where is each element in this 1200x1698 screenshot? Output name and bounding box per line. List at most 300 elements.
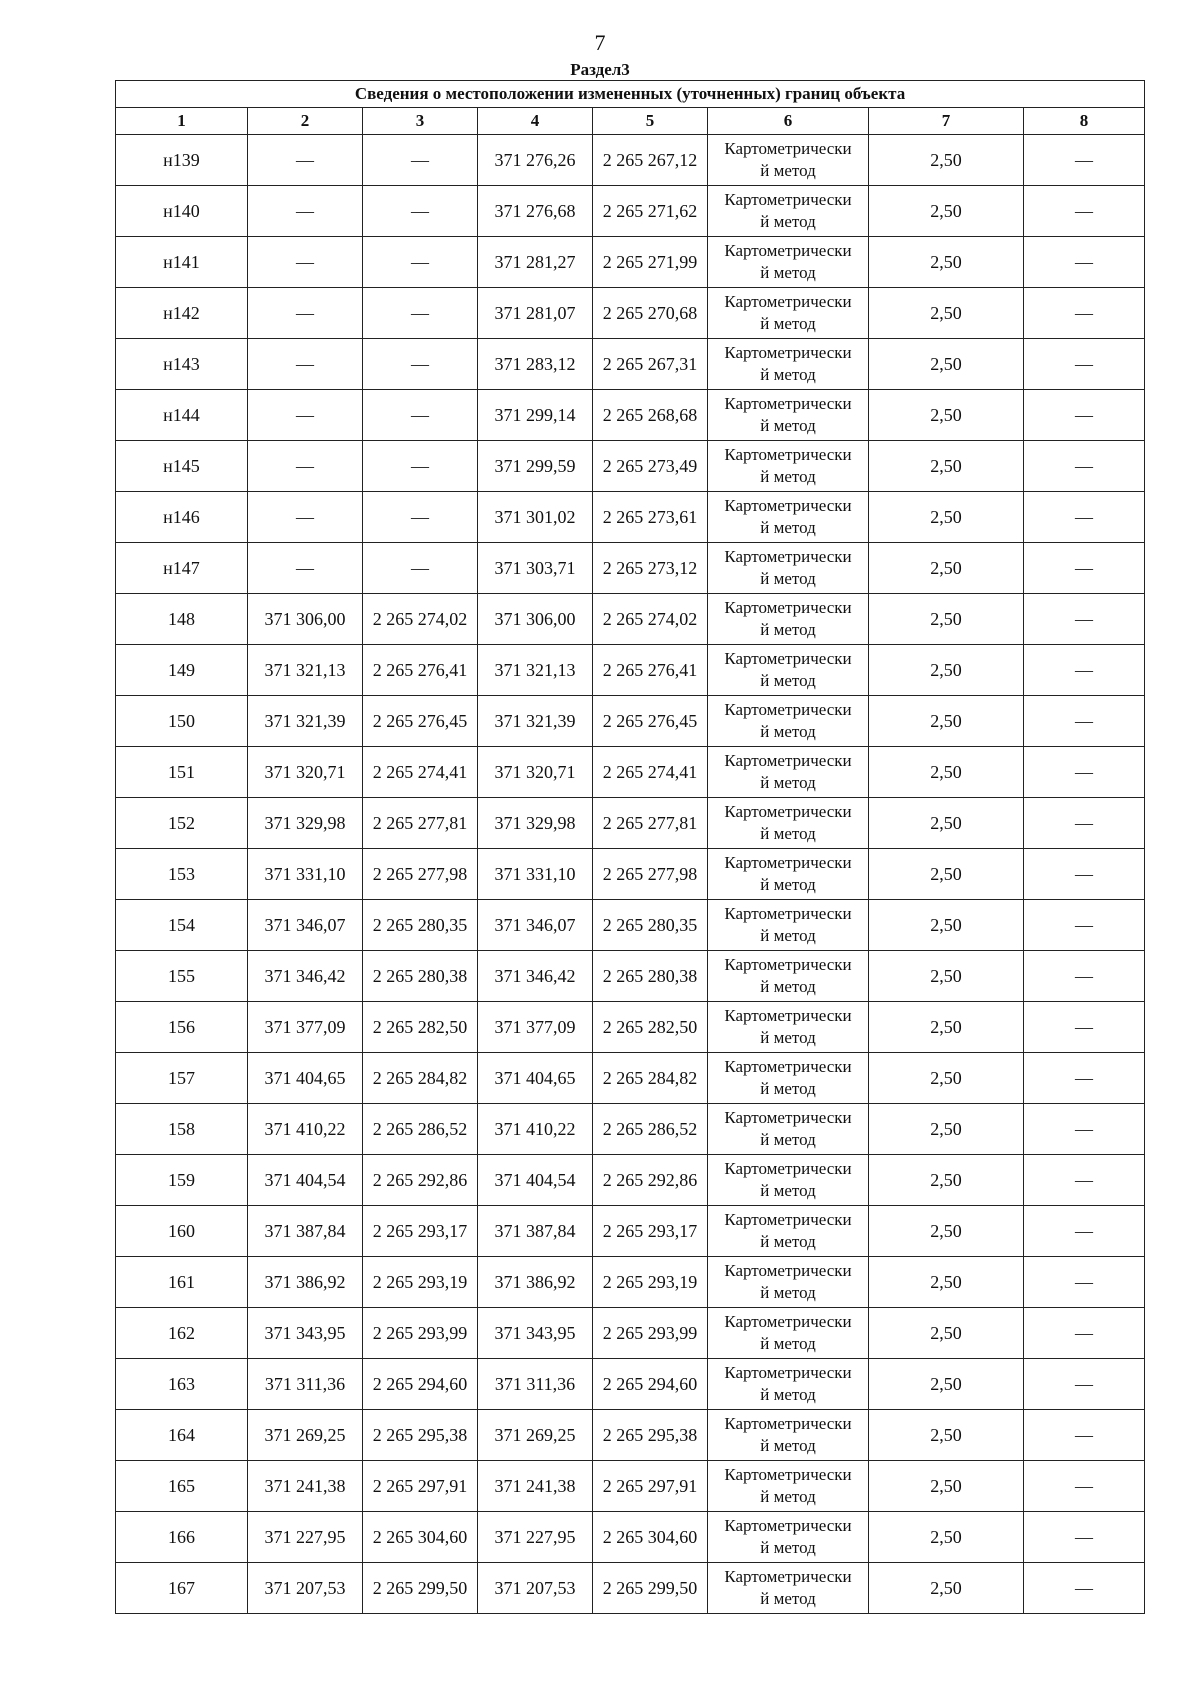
accuracy-cell: 2,50: [869, 1155, 1024, 1206]
new-y-cell: 2 265 276,45: [593, 696, 708, 747]
new-y-cell: 2 265 267,31: [593, 339, 708, 390]
method-line-2: й метод: [760, 824, 816, 843]
method-line-2: й метод: [760, 263, 816, 282]
existing-y-cell: —: [363, 237, 478, 288]
method-line-1: Картометрически: [724, 1006, 852, 1025]
table-caption: Сведения о местоположении измененных (уточненных) границ объекта: [116, 81, 1145, 108]
method-cell: [708, 1206, 869, 1257]
existing-x-cell: —: [248, 135, 363, 186]
description-cell: —: [1024, 747, 1145, 798]
existing-y-cell: 2 265 295,38: [363, 1410, 478, 1461]
column-header: 3: [363, 108, 478, 135]
new-x-cell: 371 276,26: [478, 135, 593, 186]
method-line-2: й метод: [760, 1385, 816, 1404]
method-line-1: Картометрически: [724, 496, 852, 515]
method-line-1: Картометрически: [724, 955, 852, 974]
method-line-2: й метод: [760, 1538, 816, 1557]
existing-x-cell: 371 346,07: [248, 900, 363, 951]
new-y-cell: 2 265 277,81: [593, 798, 708, 849]
column-header: 8: [1024, 108, 1145, 135]
column-header: 4: [478, 108, 593, 135]
point-number-cell: н140: [116, 186, 248, 237]
existing-x-cell: 371 331,10: [248, 849, 363, 900]
new-y-cell: 2 265 280,35: [593, 900, 708, 951]
accuracy-cell: 2,50: [869, 696, 1024, 747]
method-cell: [708, 696, 869, 747]
accuracy-cell: 2,50: [869, 135, 1024, 186]
existing-x-cell: —: [248, 237, 363, 288]
method-line-2: й метод: [760, 620, 816, 639]
method-line-2: й метод: [760, 416, 816, 435]
existing-y-cell: —: [363, 288, 478, 339]
table-row: [116, 1002, 1145, 1053]
new-x-cell: 371 386,92: [478, 1257, 593, 1308]
column-header: 1: [116, 108, 248, 135]
new-x-cell: 371 283,12: [478, 339, 593, 390]
description-cell: —: [1024, 1461, 1145, 1512]
description-cell: —: [1024, 1053, 1145, 1104]
existing-y-cell: 2 265 304,60: [363, 1512, 478, 1563]
table-row: [116, 441, 1145, 492]
accuracy-cell: 2,50: [869, 1002, 1024, 1053]
table-row: [116, 747, 1145, 798]
description-cell: —: [1024, 543, 1145, 594]
accuracy-cell: 2,50: [869, 492, 1024, 543]
table-row: [116, 1359, 1145, 1410]
accuracy-cell: 2,50: [869, 798, 1024, 849]
new-y-cell: 2 265 284,82: [593, 1053, 708, 1104]
method-line-2: й метод: [760, 365, 816, 384]
accuracy-cell: 2,50: [869, 186, 1024, 237]
point-number-cell: н144: [116, 390, 248, 441]
method-line-1: Картометрически: [724, 1567, 852, 1586]
description-cell: —: [1024, 135, 1145, 186]
method-line-2: й метод: [760, 875, 816, 894]
table-row: [116, 594, 1145, 645]
existing-x-cell: 371 404,65: [248, 1053, 363, 1104]
new-y-cell: 2 265 293,99: [593, 1308, 708, 1359]
method-line-1: Картометрически: [724, 598, 852, 617]
existing-y-cell: —: [363, 441, 478, 492]
new-y-cell: 2 265 271,62: [593, 186, 708, 237]
description-cell: —: [1024, 798, 1145, 849]
new-x-cell: 371 404,65: [478, 1053, 593, 1104]
existing-x-cell: 371 320,71: [248, 747, 363, 798]
description-cell: —: [1024, 1563, 1145, 1614]
accuracy-cell: 2,50: [869, 1359, 1024, 1410]
method-line-2: й метод: [760, 1181, 816, 1200]
existing-x-cell: —: [248, 288, 363, 339]
point-number-cell: 149: [116, 645, 248, 696]
method-line-1: Картометрически: [724, 1159, 852, 1178]
new-y-cell: 2 265 304,60: [593, 1512, 708, 1563]
new-y-cell: 2 265 293,17: [593, 1206, 708, 1257]
method-line-1: Картометрически: [724, 904, 852, 923]
page-number: 7: [594, 30, 606, 55]
method-line-1: Картометрически: [724, 190, 852, 209]
method-cell: [708, 1512, 869, 1563]
method-line-2: й метод: [760, 212, 816, 231]
existing-y-cell: —: [363, 135, 478, 186]
new-y-cell: 2 265 274,02: [593, 594, 708, 645]
accuracy-cell: 2,50: [869, 441, 1024, 492]
description-cell: —: [1024, 645, 1145, 696]
accuracy-cell: 2,50: [869, 747, 1024, 798]
point-number-cell: 157: [116, 1053, 248, 1104]
new-y-cell: 2 265 277,98: [593, 849, 708, 900]
method-line-1: Картометрически: [724, 139, 852, 158]
new-x-cell: 371 346,07: [478, 900, 593, 951]
new-y-cell: 2 265 268,68: [593, 390, 708, 441]
method-line-2: й метод: [760, 1079, 816, 1098]
method-line-2: й метод: [760, 1436, 816, 1455]
description-cell: —: [1024, 441, 1145, 492]
existing-x-cell: 371 207,53: [248, 1563, 363, 1614]
method-cell: [708, 1002, 869, 1053]
method-line-2: й метод: [760, 1589, 816, 1608]
table-row: [116, 390, 1145, 441]
method-line-1: Картометрически: [724, 649, 852, 668]
method-line-1: Картометрически: [724, 802, 852, 821]
existing-x-cell: 371 343,95: [248, 1308, 363, 1359]
existing-y-cell: 2 265 280,38: [363, 951, 478, 1002]
new-x-cell: 371 303,71: [478, 543, 593, 594]
description-cell: —: [1024, 1206, 1145, 1257]
existing-x-cell: —: [248, 339, 363, 390]
method-line-2: й метод: [760, 977, 816, 996]
new-x-cell: 371 321,13: [478, 645, 593, 696]
point-number-cell: н139: [116, 135, 248, 186]
point-number-cell: 154: [116, 900, 248, 951]
existing-y-cell: —: [363, 339, 478, 390]
existing-x-cell: 371 311,36: [248, 1359, 363, 1410]
accuracy-cell: 2,50: [869, 390, 1024, 441]
point-number-cell: н141: [116, 237, 248, 288]
existing-y-cell: 2 265 293,19: [363, 1257, 478, 1308]
method-line-2: й метод: [760, 671, 816, 690]
column-header: 6: [708, 108, 869, 135]
new-y-cell: 2 265 273,61: [593, 492, 708, 543]
existing-y-cell: 2 265 297,91: [363, 1461, 478, 1512]
existing-y-cell: —: [363, 186, 478, 237]
existing-y-cell: 2 265 293,99: [363, 1308, 478, 1359]
new-x-cell: 371 276,68: [478, 186, 593, 237]
description-cell: —: [1024, 288, 1145, 339]
method-cell: [708, 390, 869, 441]
method-line-1: Картометрически: [724, 1261, 852, 1280]
existing-x-cell: 371 321,39: [248, 696, 363, 747]
new-y-cell: 2 265 276,41: [593, 645, 708, 696]
new-x-cell: 371 387,84: [478, 1206, 593, 1257]
method-cell: [708, 1359, 869, 1410]
table-row: [116, 288, 1145, 339]
method-line-2: й метод: [760, 1232, 816, 1251]
existing-x-cell: 371 227,95: [248, 1512, 363, 1563]
existing-y-cell: 2 265 276,41: [363, 645, 478, 696]
point-number-cell: 151: [116, 747, 248, 798]
table-row: [116, 186, 1145, 237]
method-cell: [708, 594, 869, 645]
table-row: [116, 696, 1145, 747]
table-row: [116, 1206, 1145, 1257]
method-line-1: Картометрически: [724, 1516, 852, 1535]
new-x-cell: 371 410,22: [478, 1104, 593, 1155]
accuracy-cell: 2,50: [869, 237, 1024, 288]
method-line-1: Картометрически: [724, 343, 852, 362]
table-body: [116, 135, 1145, 1614]
method-line-2: й метод: [760, 467, 816, 486]
description-cell: —: [1024, 1410, 1145, 1461]
method-line-1: Картометрически: [724, 1312, 852, 1331]
point-number-cell: 155: [116, 951, 248, 1002]
method-line-1: Картометрически: [724, 292, 852, 311]
point-number-cell: 164: [116, 1410, 248, 1461]
method-cell: [708, 288, 869, 339]
existing-y-cell: 2 265 282,50: [363, 1002, 478, 1053]
method-line-1: Картометрически: [724, 394, 852, 413]
method-line-2: й метод: [760, 1283, 816, 1302]
new-x-cell: 371 299,14: [478, 390, 593, 441]
new-y-cell: 2 265 286,52: [593, 1104, 708, 1155]
existing-x-cell: 371 329,98: [248, 798, 363, 849]
method-cell: [708, 1257, 869, 1308]
method-line-1: Картометрически: [724, 1108, 852, 1127]
existing-y-cell: 2 265 299,50: [363, 1563, 478, 1614]
existing-y-cell: 2 265 280,35: [363, 900, 478, 951]
existing-y-cell: 2 265 294,60: [363, 1359, 478, 1410]
existing-x-cell: 371 321,13: [248, 645, 363, 696]
method-cell: [708, 1053, 869, 1104]
table-row: [116, 1308, 1145, 1359]
method-line-2: й метод: [760, 569, 816, 588]
new-y-cell: 2 265 294,60: [593, 1359, 708, 1410]
description-cell: —: [1024, 1308, 1145, 1359]
point-number-cell: 159: [116, 1155, 248, 1206]
new-y-cell: 2 265 297,91: [593, 1461, 708, 1512]
accuracy-cell: 2,50: [869, 900, 1024, 951]
method-line-1: Картометрически: [724, 1414, 852, 1433]
accuracy-cell: 2,50: [869, 1257, 1024, 1308]
new-y-cell: 2 265 280,38: [593, 951, 708, 1002]
accuracy-cell: 2,50: [869, 1053, 1024, 1104]
accuracy-cell: 2,50: [869, 288, 1024, 339]
existing-x-cell: 371 404,54: [248, 1155, 363, 1206]
point-number-cell: 167: [116, 1563, 248, 1614]
new-y-cell: 2 265 270,68: [593, 288, 708, 339]
new-x-cell: 371 301,02: [478, 492, 593, 543]
new-y-cell: 2 265 299,50: [593, 1563, 708, 1614]
new-y-cell: 2 265 293,19: [593, 1257, 708, 1308]
point-number-cell: н143: [116, 339, 248, 390]
accuracy-cell: 2,50: [869, 849, 1024, 900]
new-x-cell: 371 320,71: [478, 747, 593, 798]
point-number-cell: 153: [116, 849, 248, 900]
method-line-2: й метод: [760, 161, 816, 180]
table-header-row: [116, 108, 1145, 135]
table-row: [116, 135, 1145, 186]
description-cell: —: [1024, 492, 1145, 543]
new-x-cell: 371 281,07: [478, 288, 593, 339]
method-line-2: й метод: [760, 1334, 816, 1353]
table-row: [116, 492, 1145, 543]
method-line-1: Картометрически: [724, 241, 852, 260]
method-line-2: й метод: [760, 314, 816, 333]
accuracy-cell: 2,50: [869, 1563, 1024, 1614]
existing-x-cell: 371 410,22: [248, 1104, 363, 1155]
method-line-2: й метод: [760, 518, 816, 537]
point-number-cell: н142: [116, 288, 248, 339]
method-cell: [708, 1104, 869, 1155]
table-row: [116, 1563, 1145, 1614]
description-cell: —: [1024, 1512, 1145, 1563]
new-x-cell: 371 329,98: [478, 798, 593, 849]
existing-x-cell: —: [248, 543, 363, 594]
point-number-cell: 148: [116, 594, 248, 645]
method-cell: [708, 747, 869, 798]
method-cell: [708, 441, 869, 492]
accuracy-cell: 2,50: [869, 645, 1024, 696]
method-line-2: й метод: [760, 1028, 816, 1047]
description-cell: —: [1024, 1359, 1145, 1410]
new-y-cell: 2 265 292,86: [593, 1155, 708, 1206]
new-y-cell: 2 265 274,41: [593, 747, 708, 798]
new-x-cell: 371 281,27: [478, 237, 593, 288]
point-number-cell: н146: [116, 492, 248, 543]
point-number-cell: 150: [116, 696, 248, 747]
description-cell: —: [1024, 339, 1145, 390]
method-cell: [708, 1563, 869, 1614]
existing-y-cell: 2 265 276,45: [363, 696, 478, 747]
method-line-1: Картометрически: [724, 1465, 852, 1484]
method-cell: [708, 849, 869, 900]
table-row: [116, 849, 1145, 900]
accuracy-cell: 2,50: [869, 1104, 1024, 1155]
existing-x-cell: —: [248, 441, 363, 492]
new-x-cell: 371 377,09: [478, 1002, 593, 1053]
method-line-1: Картометрически: [724, 700, 852, 719]
point-number-cell: 166: [116, 1512, 248, 1563]
existing-y-cell: 2 265 293,17: [363, 1206, 478, 1257]
new-y-cell: 2 265 282,50: [593, 1002, 708, 1053]
point-number-cell: 160: [116, 1206, 248, 1257]
column-header: 7: [869, 108, 1024, 135]
method-cell: [708, 237, 869, 288]
existing-y-cell: 2 265 292,86: [363, 1155, 478, 1206]
table-row: [116, 1104, 1145, 1155]
existing-x-cell: —: [248, 492, 363, 543]
method-line-2: й метод: [760, 926, 816, 945]
table-row: [116, 798, 1145, 849]
description-cell: —: [1024, 594, 1145, 645]
new-y-cell: 2 265 295,38: [593, 1410, 708, 1461]
new-x-cell: 371 299,59: [478, 441, 593, 492]
accuracy-cell: 2,50: [869, 951, 1024, 1002]
new-y-cell: 2 265 273,49: [593, 441, 708, 492]
method-cell: [708, 1155, 869, 1206]
method-cell: [708, 1410, 869, 1461]
point-number-cell: 158: [116, 1104, 248, 1155]
description-cell: —: [1024, 390, 1145, 441]
new-x-cell: 371 404,54: [478, 1155, 593, 1206]
description-cell: —: [1024, 1002, 1145, 1053]
new-x-cell: 371 311,36: [478, 1359, 593, 1410]
method-cell: [708, 951, 869, 1002]
method-cell: [708, 1308, 869, 1359]
table-row: [116, 900, 1145, 951]
description-cell: —: [1024, 696, 1145, 747]
description-cell: —: [1024, 1104, 1145, 1155]
description-cell: —: [1024, 900, 1145, 951]
new-x-cell: 371 331,10: [478, 849, 593, 900]
method-line-1: Картометрически: [724, 1057, 852, 1076]
new-x-cell: 371 306,00: [478, 594, 593, 645]
accuracy-cell: 2,50: [869, 339, 1024, 390]
existing-x-cell: 371 241,38: [248, 1461, 363, 1512]
new-x-cell: 371 241,38: [478, 1461, 593, 1512]
method-line-2: й метод: [760, 1487, 816, 1506]
new-x-cell: 371 346,42: [478, 951, 593, 1002]
coordinates-table: [115, 80, 1145, 1614]
accuracy-cell: 2,50: [869, 1461, 1024, 1512]
description-cell: —: [1024, 186, 1145, 237]
existing-x-cell: —: [248, 186, 363, 237]
method-line-1: Картометрически: [724, 445, 852, 464]
new-x-cell: 371 321,39: [478, 696, 593, 747]
column-header: 5: [593, 108, 708, 135]
table-row: [116, 1155, 1145, 1206]
column-header: 2: [248, 108, 363, 135]
table-row: [116, 1512, 1145, 1563]
method-cell: [708, 492, 869, 543]
existing-y-cell: 2 265 274,41: [363, 747, 478, 798]
method-line-2: й метод: [760, 722, 816, 741]
accuracy-cell: 2,50: [869, 1308, 1024, 1359]
existing-y-cell: 2 265 274,02: [363, 594, 478, 645]
section-title: Раздел3: [570, 60, 630, 79]
method-line-1: Картометрически: [724, 1363, 852, 1382]
existing-x-cell: 371 386,92: [248, 1257, 363, 1308]
method-cell: [708, 135, 869, 186]
point-number-cell: 165: [116, 1461, 248, 1512]
point-number-cell: н147: [116, 543, 248, 594]
point-number-cell: 161: [116, 1257, 248, 1308]
existing-x-cell: 371 387,84: [248, 1206, 363, 1257]
point-number-cell: 152: [116, 798, 248, 849]
description-cell: —: [1024, 1155, 1145, 1206]
method-line-1: Картометрически: [724, 751, 852, 770]
method-cell: [708, 1461, 869, 1512]
existing-y-cell: 2 265 284,82: [363, 1053, 478, 1104]
existing-y-cell: 2 265 277,98: [363, 849, 478, 900]
new-x-cell: 371 227,95: [478, 1512, 593, 1563]
table-row: [116, 339, 1145, 390]
table-row: [116, 543, 1145, 594]
table-row: [116, 1461, 1145, 1512]
accuracy-cell: 2,50: [869, 1512, 1024, 1563]
method-line-2: й метод: [760, 773, 816, 792]
method-line-1: Картометрически: [724, 1210, 852, 1229]
method-cell: [708, 900, 869, 951]
existing-x-cell: 371 346,42: [248, 951, 363, 1002]
existing-x-cell: 371 269,25: [248, 1410, 363, 1461]
new-x-cell: 371 343,95: [478, 1308, 593, 1359]
method-line-1: Картометрически: [724, 547, 852, 566]
existing-x-cell: 371 306,00: [248, 594, 363, 645]
description-cell: —: [1024, 849, 1145, 900]
point-number-cell: 162: [116, 1308, 248, 1359]
existing-x-cell: —: [248, 390, 363, 441]
table-row: [116, 645, 1145, 696]
